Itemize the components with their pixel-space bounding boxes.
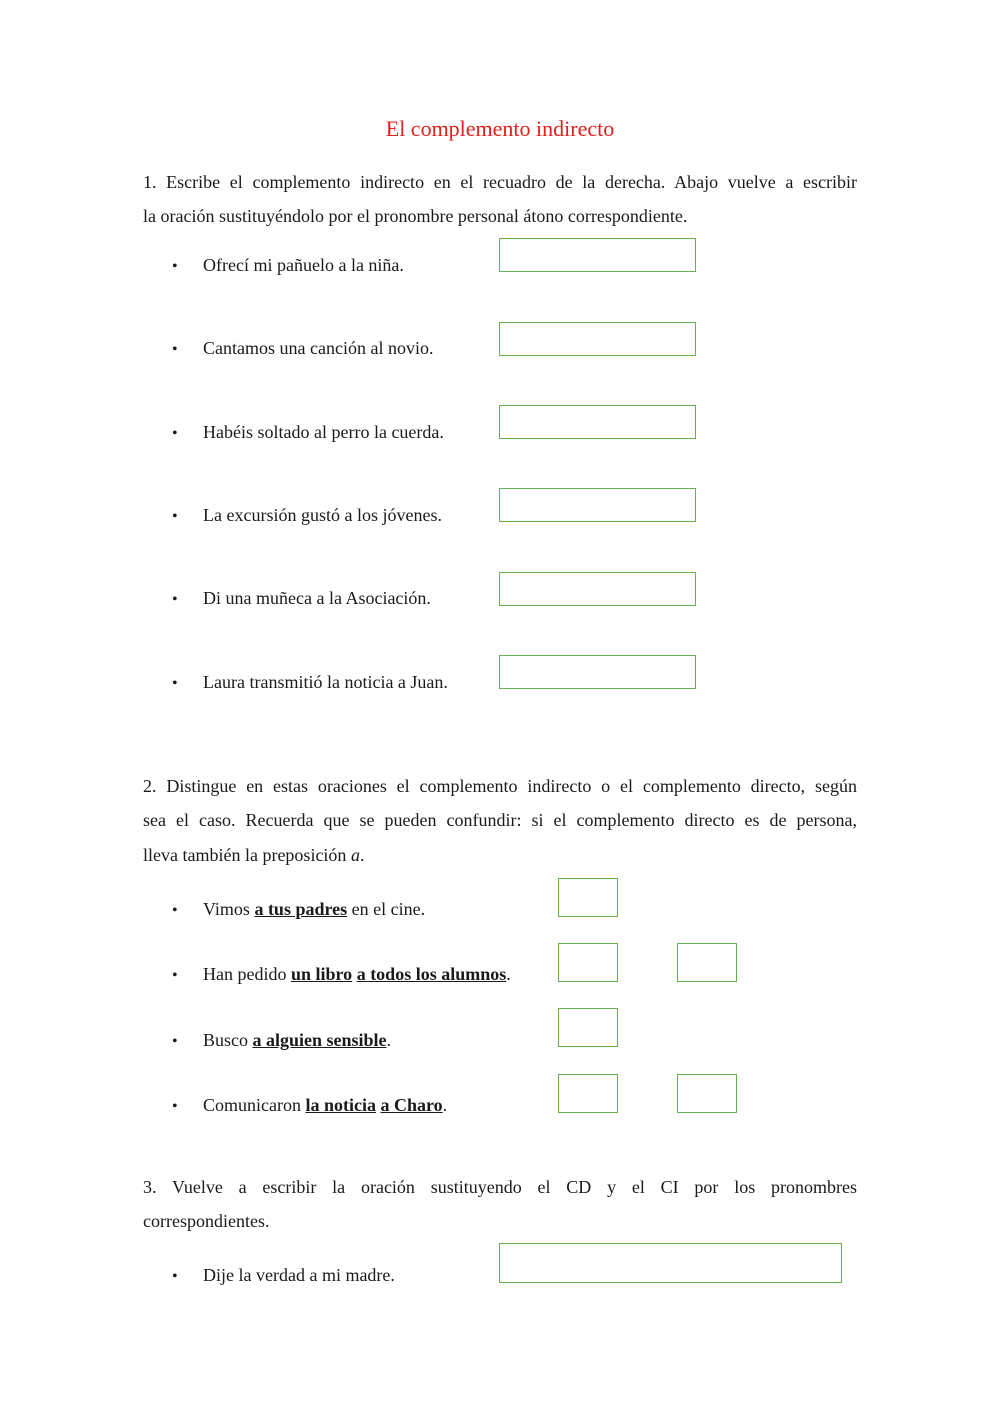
section1-instruction-line1: 1. Escribe el complemento indirecto en el recuadro de la derecha. Abajo vuelve a escribir bbox=[143, 172, 857, 192]
sentence: Laura transmitió la noticia a Juan. bbox=[203, 672, 448, 692]
bullet-icon: • bbox=[172, 591, 178, 608]
rewrite-input[interactable] bbox=[499, 1243, 842, 1283]
complement-type-input[interactable] bbox=[558, 878, 618, 917]
sentence: Dije la verdad a mi madre. bbox=[203, 1265, 395, 1285]
list-item: • Han pedido un libro a todos los alumnos. bbox=[172, 964, 511, 984]
sentence: Cantamos una canción al novio. bbox=[203, 338, 434, 358]
section2-instruction-line2: sea el caso. Recuerda que se pueden confundir: si el complemento directo es de persona, bbox=[143, 810, 857, 830]
sentence: La excursión gustó a los jóvenes. bbox=[203, 505, 442, 525]
section1-instruction-line2: la oración sustituyéndolo por el pronombre personal átono correspondiente. bbox=[143, 206, 688, 226]
underlined-complement: a todos los alumnos bbox=[356, 964, 507, 984]
list-item bbox=[172, 422, 444, 443]
underlined-complement: a tus padres bbox=[254, 899, 348, 919]
underlined-complement: a Charo bbox=[380, 1095, 443, 1115]
list-item bbox=[172, 338, 433, 359]
list-item: • Comunicaron la noticia a Charo. bbox=[172, 1095, 448, 1115]
bullet-icon: • bbox=[172, 425, 178, 442]
answer-input-3[interactable] bbox=[499, 405, 696, 439]
bullet-icon: • bbox=[172, 1033, 178, 1050]
section3-instruction-line1: 3. Vuelve a escribir la oración sustituyendo el CD y el CI por los pronombres bbox=[143, 1177, 857, 1197]
sentence: Ofrecí mi pañuelo a la niña. bbox=[203, 255, 404, 275]
list-item bbox=[172, 672, 448, 693]
complement-type-input[interactable] bbox=[677, 943, 737, 982]
list-item bbox=[172, 588, 431, 609]
answer-input-2[interactable] bbox=[499, 322, 696, 356]
bullet-icon: • bbox=[172, 967, 178, 984]
bullet-icon: • bbox=[172, 1268, 178, 1285]
bullet-icon: • bbox=[172, 675, 178, 692]
answer-input-4[interactable] bbox=[499, 488, 696, 522]
complement-type-input[interactable] bbox=[558, 1008, 618, 1047]
complement-type-input[interactable] bbox=[558, 1074, 618, 1113]
answer-input-5[interactable] bbox=[499, 572, 696, 606]
bullet-icon: • bbox=[172, 258, 178, 275]
section2-instruction-line1: 2. Distingue en estas oraciones el complemento indirecto o el complemento directo, según bbox=[143, 776, 857, 796]
sentence: Habéis soltado al perro la cuerda. bbox=[203, 422, 444, 442]
underlined-complement: la noticia bbox=[305, 1095, 376, 1115]
italic-preposition: a bbox=[350, 845, 360, 865]
section2-instruction-line3: lleva también la preposición a. bbox=[143, 845, 365, 865]
list-item bbox=[172, 505, 442, 526]
list-item bbox=[172, 255, 404, 276]
section3-instruction-line2: correspondientes. bbox=[143, 1211, 270, 1231]
answer-input-1[interactable] bbox=[499, 238, 696, 272]
sentence: Di una muñeca a la Asociación. bbox=[203, 588, 431, 608]
list-item bbox=[172, 1265, 395, 1286]
underlined-complement: un libro bbox=[290, 964, 353, 984]
page-title: El complemento indirecto bbox=[385, 116, 615, 141]
list-item: • Vimos a tus padres en el cine. bbox=[172, 899, 426, 919]
bullet-icon: • bbox=[172, 1098, 178, 1115]
bullet-icon: • bbox=[172, 341, 178, 358]
list-item: • Busco a alguien sensible. bbox=[172, 1030, 392, 1050]
complement-type-input[interactable] bbox=[677, 1074, 737, 1113]
bullet-icon: • bbox=[172, 508, 178, 525]
answer-input-6[interactable] bbox=[499, 655, 696, 689]
underlined-complement: a alguien sensible bbox=[252, 1030, 387, 1050]
complement-type-input[interactable] bbox=[558, 943, 618, 982]
bullet-icon: • bbox=[172, 902, 178, 919]
